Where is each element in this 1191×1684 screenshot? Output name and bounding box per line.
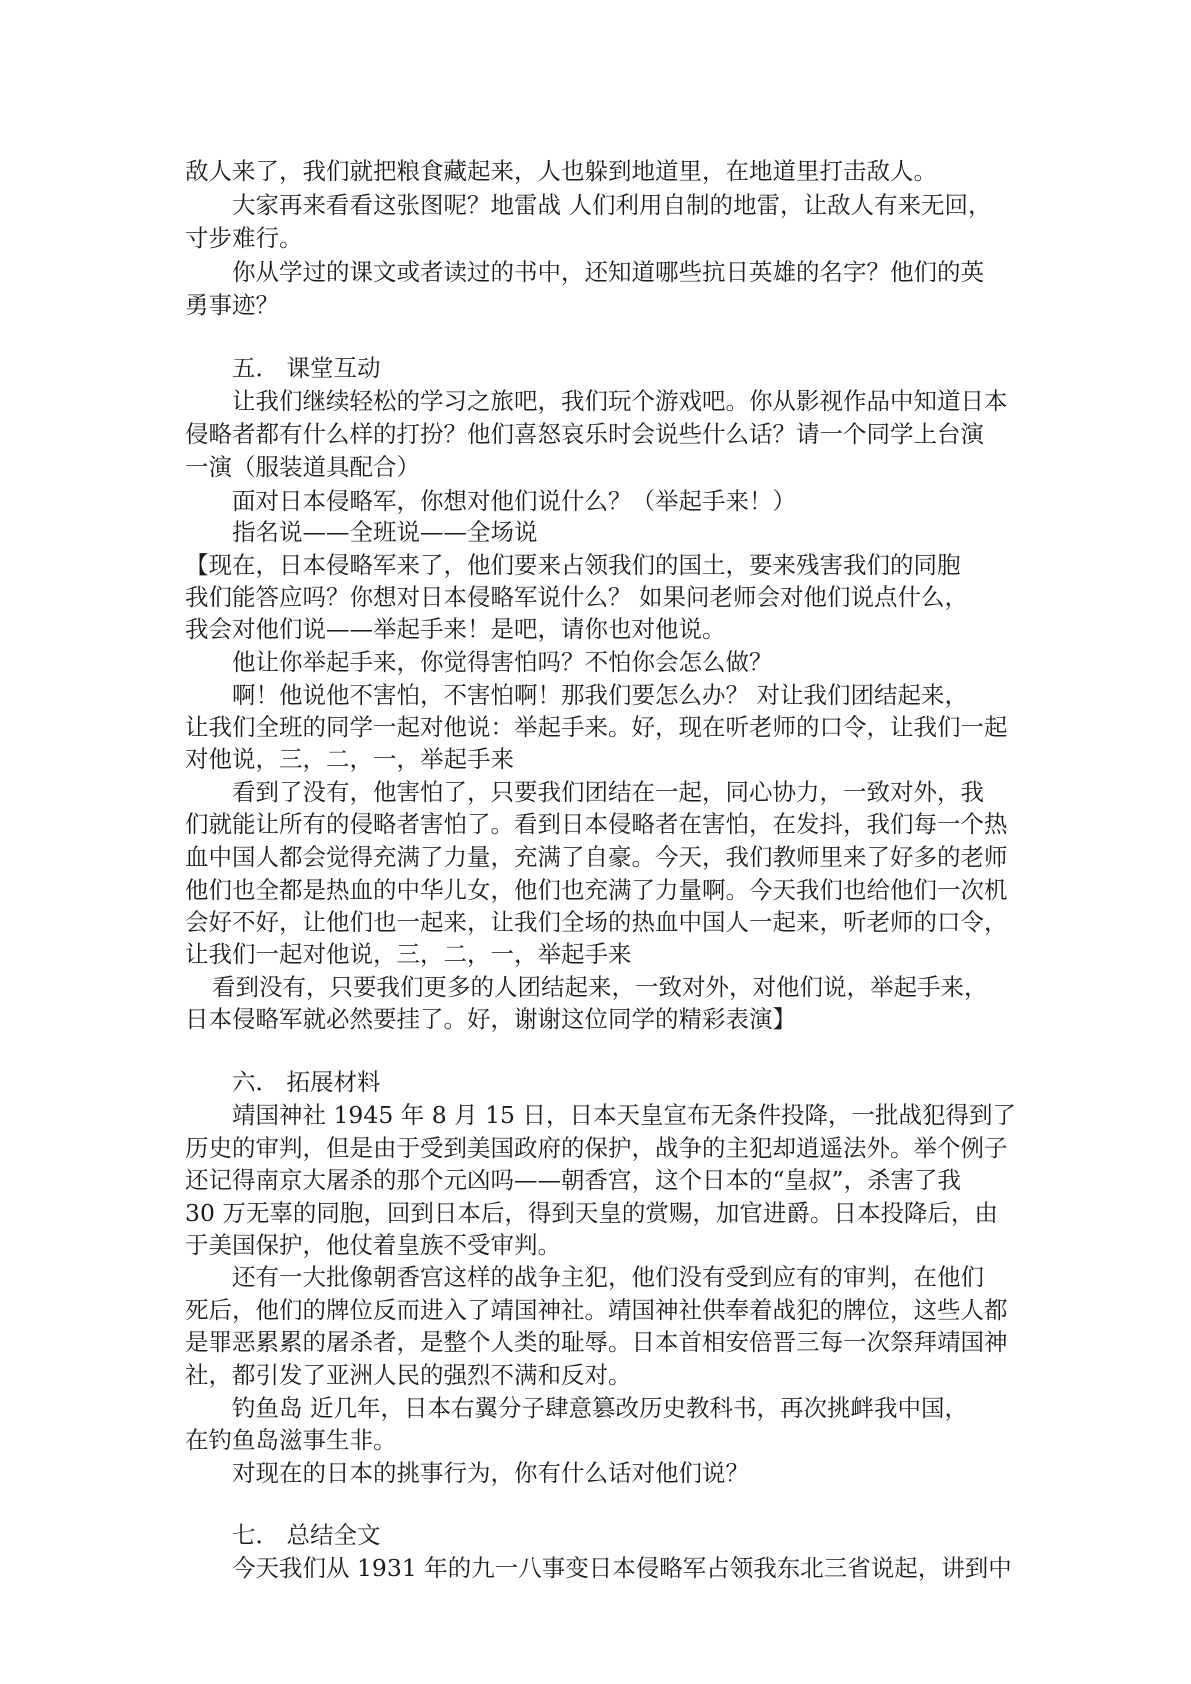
text-line: 今天我们从 1931 年的九一八事变日本侵略军占领我东北三省说起，讲到中: [232, 1554, 1012, 1582]
text-line: 勇事迹？: [185, 291, 279, 319]
text-line: 寸步难行。: [185, 224, 303, 252]
section-heading: 七． 总结全文: [232, 1521, 381, 1549]
text-line: 日本侵略军就必然要挂了。好，谢谢这位同学的精彩表演】: [185, 1005, 796, 1033]
text-line: 靖国神社 1945 年 8 月 15 日，日本天皇宣布无条件投降，一批战犯得到了: [232, 1101, 1016, 1129]
text-line: 他们也全都是热血的中华儿女，他们也充满了力量啊。今天我们也给他们一次机: [185, 876, 1008, 904]
text-line: 让我们全班的同学一起对他说：举起手来。好，现在听老师的口令，让我们一起: [185, 713, 1008, 741]
section-heading: 五． 课堂互动: [232, 354, 381, 382]
text-line: 【现在，日本侵略军来了，他们要来占领我们的国土，要来残害我们的同胞: [185, 551, 961, 579]
section-heading: 六． 拓展材料: [232, 1068, 381, 1096]
text-line: 大家再来看看这张图呢？地雷战 人们利用自制的地雷，让敌人有来无回，: [232, 191, 992, 219]
text-line: 对他说，三，二，一，举起手来: [185, 745, 514, 773]
text-line: 我会对他们说——举起手来！是吧，请你也对他说。: [185, 615, 726, 643]
text-line: 会好不好，让他们也一起来，让我们全场的热血中国人一起来，听老师的口令，: [185, 908, 1008, 936]
text-line: 让我们一起对他说，三，二，一，举起手来: [185, 940, 632, 968]
text-line: 面对日本侵略军，你想对他们说什么？（举起手来！）: [232, 487, 796, 515]
text-line: 血中国人都会觉得充满了力量，充满了自豪。今天，我们教师里来了好多的老师: [185, 843, 1008, 871]
text-line: 啊！他说他不害怕，不害怕啊！那我们要怎么办？ 对让我们团结起来，: [232, 681, 968, 709]
text-line: 一演（服装道具配合）: [185, 453, 420, 481]
text-line: 还有一大批像朝香宫这样的战争主犯，他们没有受到应有的审判，在他们: [232, 1263, 984, 1291]
text-line: 看到没有，只要我们更多的人团结起来，一致对外，对他们说，举起手来，: [212, 973, 988, 1001]
text-line: 让我们继续轻松的学习之旅吧，我们玩个游戏吧。你从影视作品中知道日本: [232, 387, 1008, 415]
text-line: 在钓鱼岛滋事生非。: [185, 1426, 397, 1454]
text-line: 是罪恶累累的屠杀者，是整个人类的耻辱。日本首相安倍晋三每一次祭拜靖国神: [185, 1328, 1008, 1356]
text-line: 钓鱼岛 近几年，日本右翼分子肆意篡改历史教科书，再次挑衅我中国，: [232, 1394, 968, 1422]
text-line: 敌人来了，我们就把粮食藏起来，人也躲到地道里，在地道里打击敌人。: [185, 157, 937, 185]
text-line: 我们能答应吗？你想对日本侵略军说什么？ 如果问老师会对他们说点什么，: [185, 583, 968, 611]
text-line: 他让你举起手来，你觉得害怕吗？不怕你会怎么做？: [232, 648, 773, 676]
text-line: 社，都引发了亚洲人民的强烈不满和反对。: [185, 1361, 632, 1389]
text-line: 30 万无辜的同胞，回到日本后，得到天皇的赏赐，加官进爵。日本投降后，由: [185, 1199, 998, 1227]
text-line: 侵略者都有什么样的打扮？他们喜怒哀乐时会说些什么话？请一个同学上台演: [185, 420, 984, 448]
text-line: 还记得南京大屠杀的那个元凶吗——朝香宫，这个日本的“皇叔”，杀害了我: [185, 1166, 962, 1194]
text-line: 你从学过的课文或者读过的书中，还知道哪些抗日英雄的名字？他们的英: [232, 258, 984, 286]
text-line: 指名说——全班说——全场说: [232, 518, 538, 546]
text-line: 们就能让所有的侵略者害怕了。看到日本侵略者在害怕，在发抖，我们每一个热: [185, 810, 1008, 838]
text-line: 看到了没有，他害怕了，只要我们团结在一起，同心协力，一致对外，我: [232, 778, 984, 806]
text-line: 历史的审判，但是由于受到美国政府的保护，战争的主犯却逍遥法外。举个例子: [185, 1134, 1008, 1162]
text-line: 于美国保护，他仗着皇族不受审判。: [185, 1231, 561, 1259]
text-line: 对现在的日本的挑事行为，你有什么话对他们说？: [232, 1459, 749, 1487]
text-line: 死后，他们的牌位反而进入了靖国神社。靖国神社供奉着战犯的牌位，这些人都: [185, 1296, 1008, 1324]
